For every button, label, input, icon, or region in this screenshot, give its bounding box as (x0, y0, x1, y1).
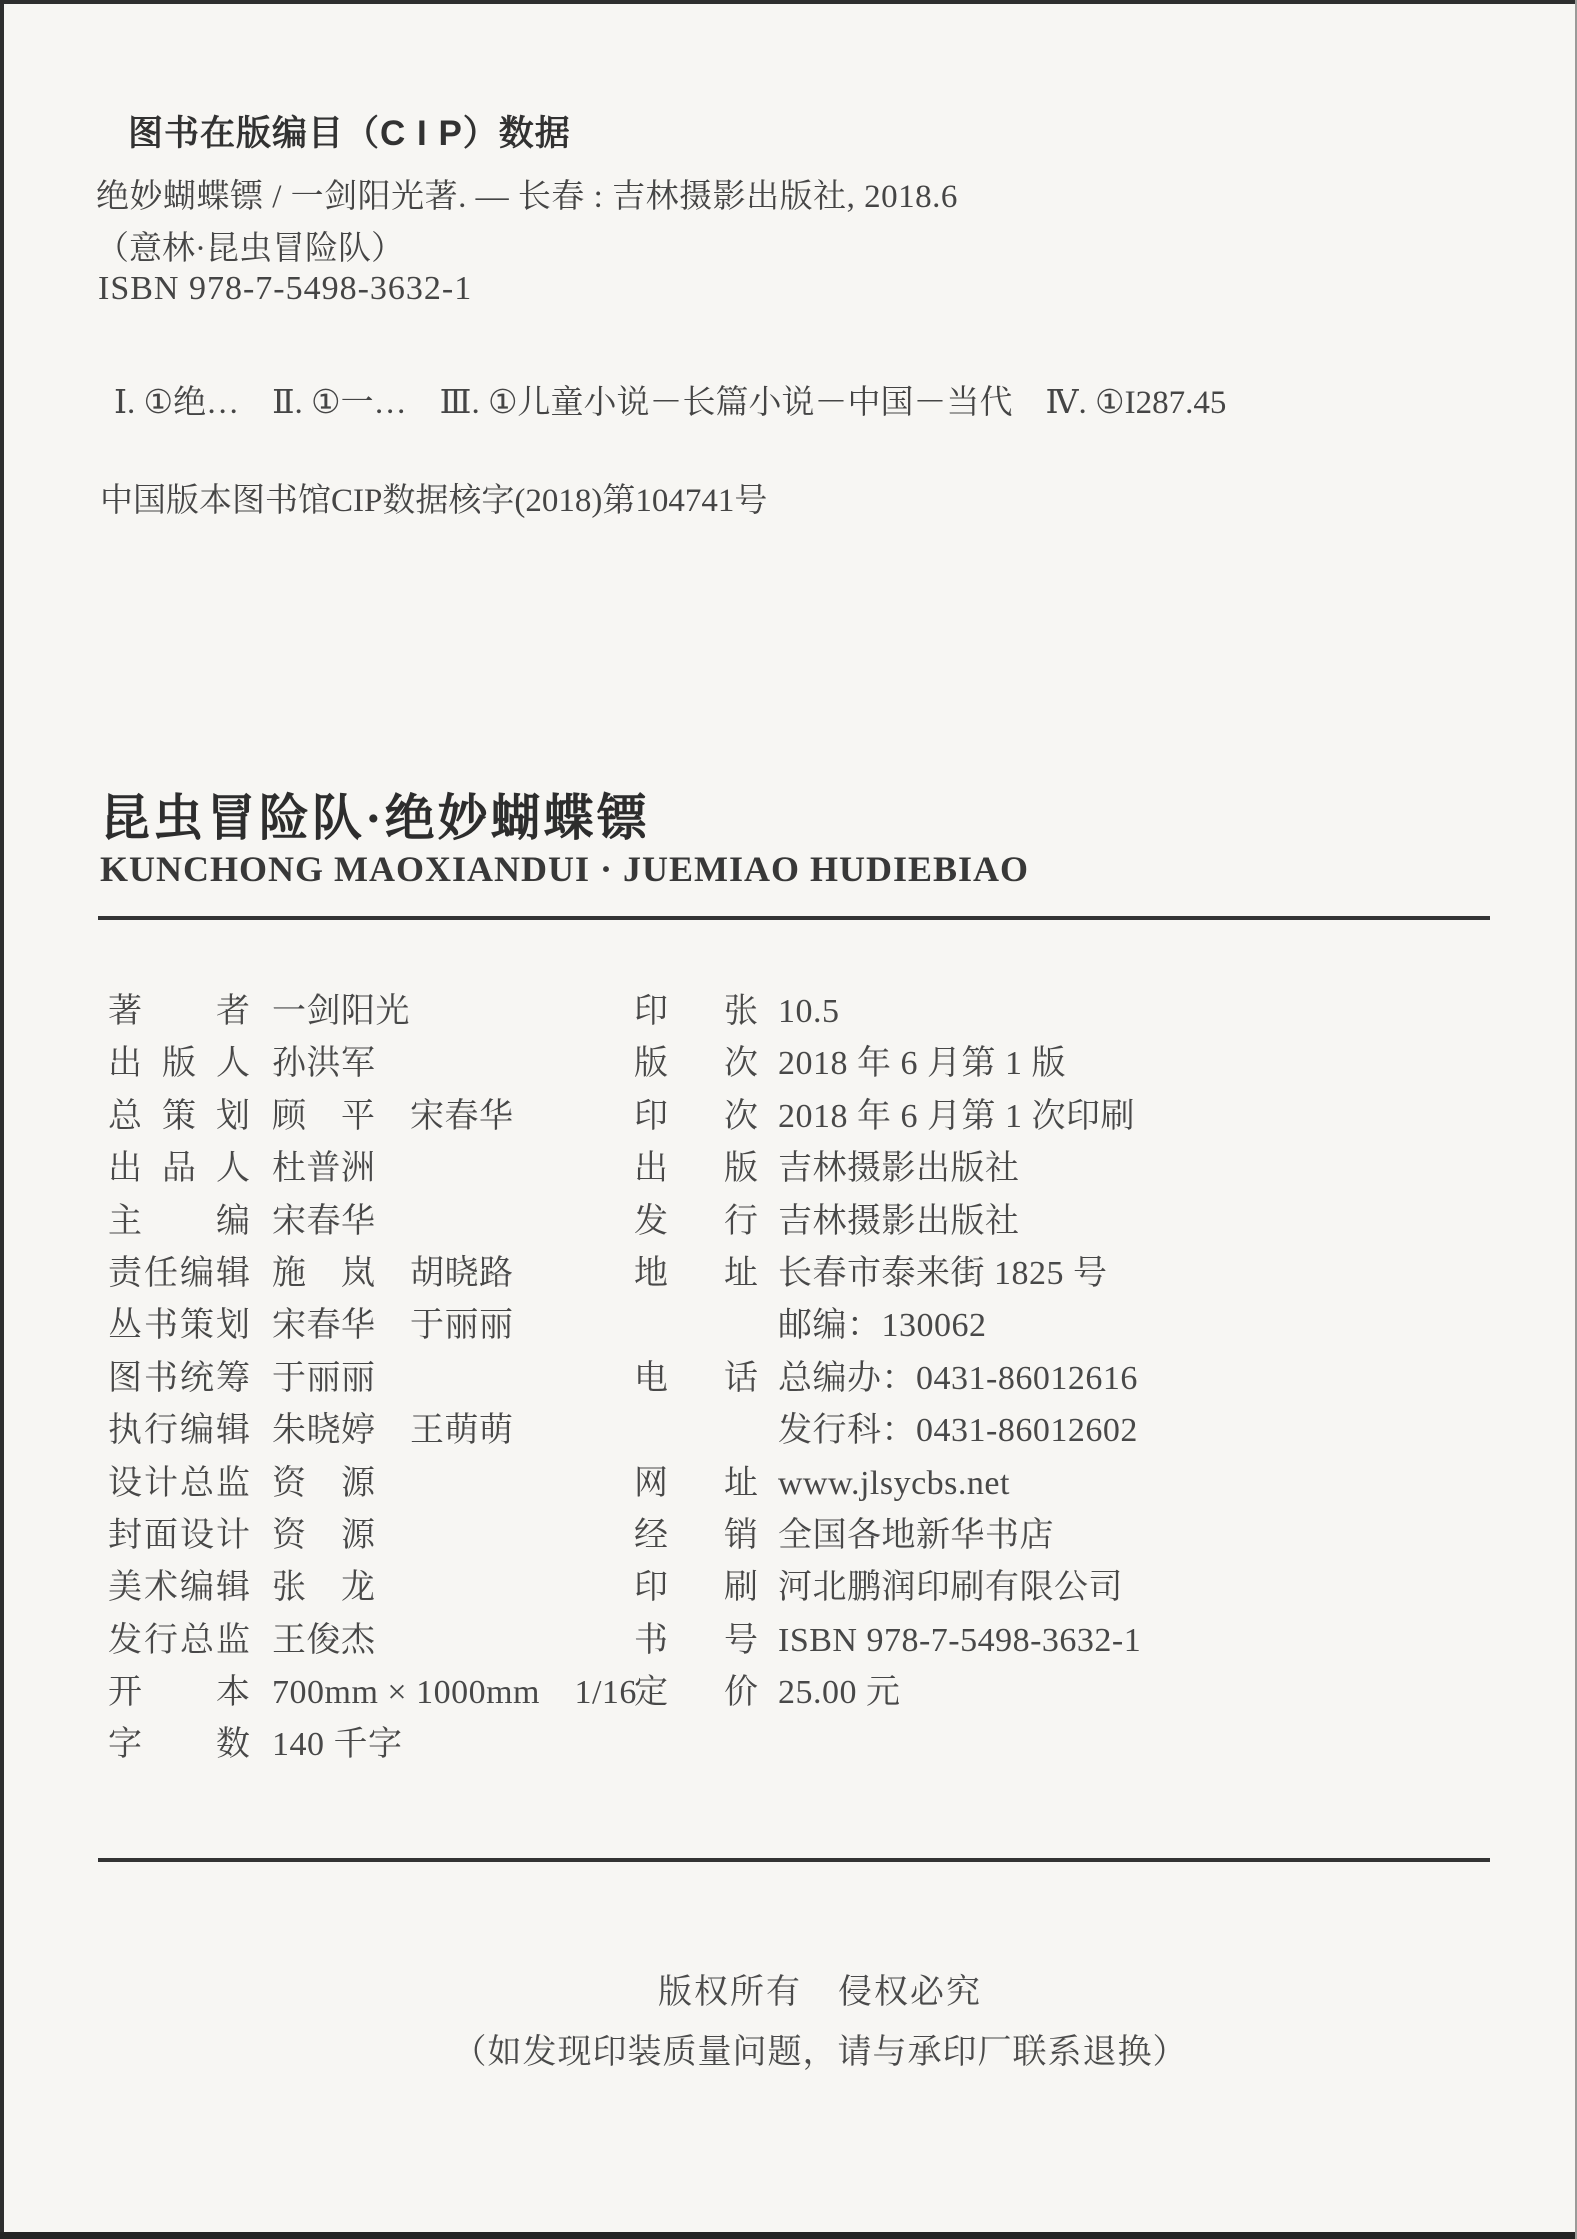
credit-row-publisher (634, 1143, 1574, 1195)
credit-label: 封面设计 (108, 1516, 250, 1554)
credit-value: 吉林摄影出版社 (778, 1150, 1020, 1188)
credit-label: 地址 (634, 1254, 758, 1292)
divider-line-bottom (98, 1858, 1490, 1862)
credit-label: 开本 (108, 1674, 250, 1712)
scan-edge-bottom (0, 2232, 1577, 2239)
copyright-notice: 版权所有 侵权必究 (658, 1974, 982, 2011)
credit-row-book-number (634, 1615, 1574, 1667)
credit-label: 责任编辑 (108, 1254, 250, 1292)
credit-label: 定价 (634, 1674, 758, 1712)
credit-value: ISBN 978-7-5498-3632-1 (778, 1621, 1142, 1659)
credit-value: 孙洪军 (272, 1045, 376, 1083)
credit-label: 发行 (634, 1202, 758, 1240)
credit-value: 邮编：130062 (778, 1307, 987, 1345)
credit-row-format (108, 1667, 637, 1719)
credit-label: 电话 (634, 1359, 758, 1397)
credit-row-edition (634, 1038, 1574, 1090)
credit-label: 图书统筹 (108, 1359, 250, 1397)
credit-value: 资 源 (272, 1464, 376, 1502)
credit-value: 一剑阳光 (272, 993, 410, 1030)
credit-row-responsible-editor (108, 1248, 628, 1300)
credit-row-executive-editor (108, 1405, 628, 1457)
credit-row-price (634, 1667, 1574, 1719)
credit-row-book-coordinator (108, 1353, 628, 1405)
credit-row-design-director (108, 1458, 628, 1510)
credit-value: 140 千字 (272, 1726, 403, 1764)
credit-value: 于丽丽 (272, 1359, 376, 1397)
credit-label: 版次 (634, 1045, 758, 1083)
credit-label: 印次 (634, 1097, 758, 1135)
credit-value: 张 龙 (272, 1569, 376, 1607)
credit-value: 王俊杰 (272, 1621, 376, 1659)
credit-value: www.jlsycbs.net (778, 1464, 1010, 1502)
credit-label: 主编 (108, 1202, 250, 1240)
credit-value: 10.5 (778, 993, 840, 1030)
credit-row-address (634, 1248, 1574, 1300)
scan-edge-left (0, 0, 4, 2239)
cip-registry-line: 中国版本图书馆CIP数据核字(2018)第104741号 (100, 483, 768, 519)
credit-value: 长春市泰来街 1825 号 (778, 1254, 1108, 1292)
credit-value: 宋春华 于丽丽 (272, 1307, 514, 1345)
credit-label: 丛书策划 (108, 1307, 250, 1345)
credit-label: 印张 (634, 993, 758, 1030)
credit-row-distribution-director (108, 1615, 628, 1667)
quality-return-notice: （如发现印装质量问题，请与承印厂联系退换） (452, 2034, 1188, 2071)
credit-row-website (634, 1458, 1574, 1510)
credit-label: 书号 (634, 1621, 758, 1659)
cip-record-line: 绝妙蝴蝶镖 / 一剑阳光著. — 长春 : 吉林摄影出版社, 2018.6 (96, 179, 958, 215)
credit-label: 总策划 (108, 1097, 250, 1135)
credit-value: 河北鹏润印刷有限公司 (778, 1569, 1123, 1607)
credit-value: 全国各地新华书店 (778, 1516, 1054, 1554)
credit-row-distributor (634, 1196, 1574, 1248)
credit-value: 宋春华 (272, 1202, 376, 1240)
credit-row-series-planner (108, 1300, 628, 1352)
credit-row-chief-planner (108, 1091, 628, 1143)
credit-row-phone-editorial (634, 1353, 1574, 1405)
credit-label: 执行编辑 (108, 1412, 250, 1450)
credit-label: 出版 (634, 1150, 758, 1188)
cip-isbn-line: ISBN 978-7-5498-3632-1 (98, 270, 473, 307)
credit-label: 字数 (108, 1726, 250, 1764)
credit-label: 出版人 (108, 1045, 250, 1083)
credit-label: 网址 (634, 1464, 758, 1502)
credits-right-column (634, 986, 1574, 1719)
credit-value: 吉林摄影出版社 (778, 1202, 1020, 1240)
credit-row-cover-design (108, 1510, 628, 1562)
credit-value: 总编办：0431-86012616 (778, 1359, 1138, 1397)
credit-row-publisher-person (108, 1038, 628, 1090)
credit-row-word-count (108, 1719, 628, 1771)
credit-value: 朱晓婷 王萌萌 (272, 1412, 514, 1450)
credit-value: 2018 年 6 月第 1 次印刷 (778, 1097, 1135, 1135)
divider-line-top (98, 916, 1490, 920)
credit-value: 杜普洲 (272, 1150, 376, 1188)
cip-classification-line: Ⅰ. ①绝… Ⅱ. ①一… Ⅲ. ①儿童小说－长篇小说－中国－当代 Ⅳ. ①I287.45 (114, 385, 1227, 421)
scan-edge-top (0, 0, 1577, 4)
credit-row-sheets (634, 986, 1574, 1038)
credit-row-sales (634, 1510, 1574, 1562)
credit-value: 施 岚 胡晓路 (272, 1254, 514, 1292)
credit-label: 著者 (108, 993, 250, 1030)
credit-row-producer (108, 1143, 628, 1195)
credit-value: 25.00 元 (778, 1674, 901, 1712)
credit-label: 经销 (634, 1516, 758, 1554)
credit-label: 美术编辑 (108, 1569, 250, 1607)
cip-series-line: （意林·昆虫冒险队） (96, 231, 404, 267)
book-title-chinese: 昆虫冒险队·绝妙蝴蝶镖 (100, 790, 650, 846)
credit-label: 印刷 (634, 1569, 758, 1607)
credit-row-phone-distribution (634, 1405, 1574, 1457)
credit-value: 资 源 (272, 1516, 376, 1554)
credit-value: 2018 年 6 月第 1 版 (778, 1045, 1066, 1083)
credits-left-column (108, 986, 637, 1772)
credit-label: 发行总监 (108, 1621, 250, 1659)
credit-row-impression (634, 1091, 1574, 1143)
credit-row-author (108, 986, 628, 1038)
credit-label: 出品人 (108, 1150, 250, 1188)
credit-row-chief-editor (108, 1196, 628, 1248)
credit-value: 发行科：0431-86012602 (778, 1412, 1138, 1450)
credit-row-art-editor (108, 1562, 628, 1614)
book-title-pinyin: KUNCHONG MAOXIANDUI · JUEMIAO HUDIEBIAO (100, 849, 1030, 889)
credit-row-printer (634, 1562, 1574, 1614)
credit-value: 顾 平 宋春华 (272, 1097, 514, 1135)
credit-label: 设计总监 (108, 1464, 250, 1502)
cip-header: 图书在版编目（C I P）数据 (128, 114, 571, 153)
credit-row-postcode (634, 1300, 1574, 1352)
credit-value: 700mm × 1000mm 1/16 (272, 1674, 637, 1712)
